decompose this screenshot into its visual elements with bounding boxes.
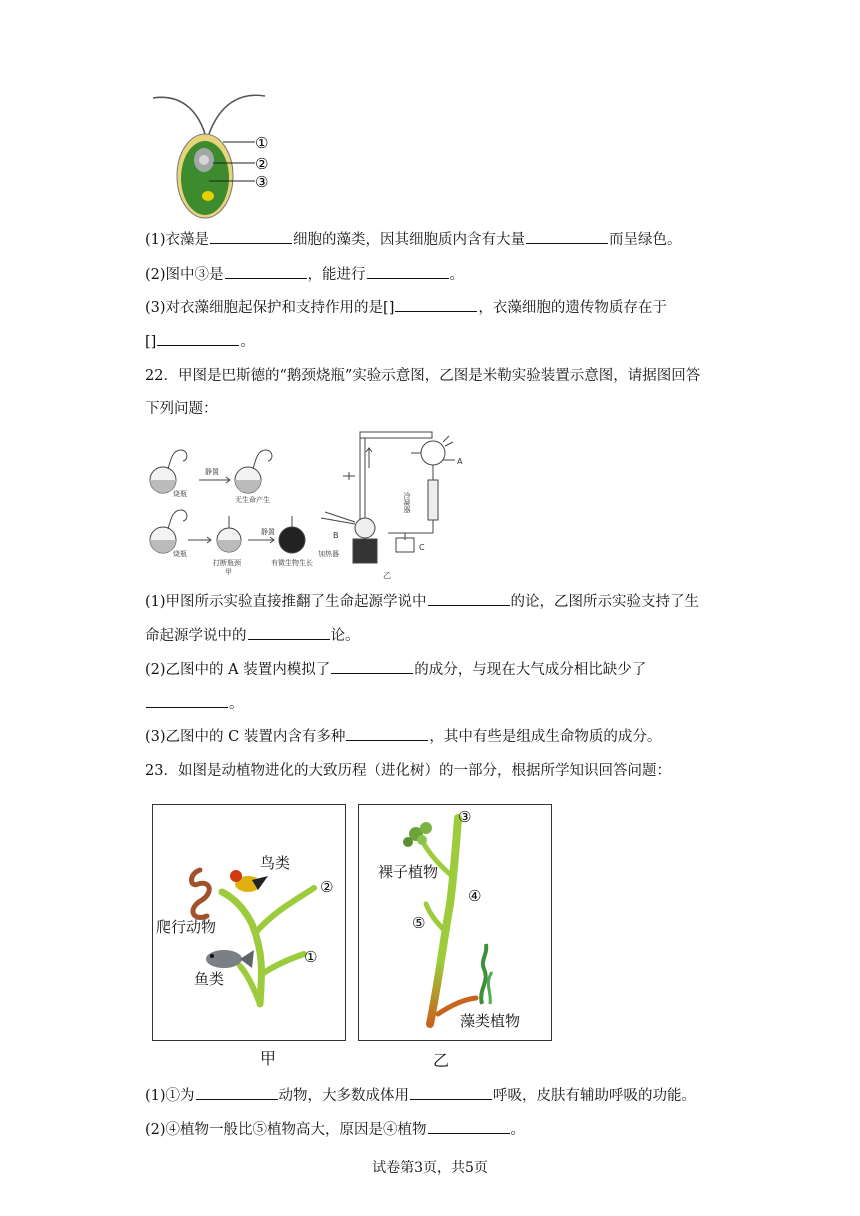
- answer-blank[interactable]: [526, 229, 608, 244]
- svg-text:④: ④: [468, 887, 482, 905]
- answer-blank[interactable]: [248, 625, 330, 640]
- svg-text:无生命产生: 无生命产生: [235, 496, 270, 504]
- svg-text:加热器: 加热器: [318, 550, 339, 558]
- svg-text:①: ①: [304, 948, 318, 966]
- svg-text:静置: 静置: [261, 528, 275, 536]
- svg-text:冷凝器: 冷凝器: [403, 492, 411, 513]
- q23-stem: 23．如图是动植物进化的大致历程（进化树）的一部分，根据所学知识回答问题：: [145, 763, 671, 779]
- svg-text:静置: 静置: [205, 468, 219, 476]
- q22-stem-2: 下列问题：: [145, 401, 218, 417]
- svg-text:烧瓶: 烧瓶: [173, 490, 187, 498]
- svg-text:②: ②: [320, 878, 334, 896]
- q22-line-5: (3)乙图中的 C 装置内含有多种 ，其中有些是组成生命物质的成分。: [145, 726, 661, 748]
- panel-label-yi: 乙: [433, 1051, 450, 1070]
- panel-label-jia: 甲: [260, 1049, 277, 1068]
- answer-blank[interactable]: [196, 1085, 278, 1100]
- svg-text:打断瓶颈: 打断瓶颈: [213, 559, 241, 567]
- plant-evolution-tree: [358, 804, 552, 1044]
- answer-blank[interactable]: [428, 1119, 510, 1134]
- answer-blank[interactable]: [225, 264, 307, 279]
- q23-line-1: (1)①为 动物，大多数成体用 呼吸，皮肤有辅助呼吸的功能。: [145, 1085, 696, 1107]
- svg-text:乙: 乙: [383, 571, 391, 580]
- svg-text:③: ③: [458, 808, 472, 826]
- svg-text:藻类植物: 藻类植物: [460, 1012, 521, 1030]
- answer-blank[interactable]: [395, 297, 477, 312]
- q21-line-1: (1)衣藻是 细胞的藻类，因其细胞质内含有大量 而呈绿色。: [145, 229, 682, 251]
- answer-blank[interactable]: [346, 726, 428, 741]
- answer-blank[interactable]: [410, 1085, 492, 1100]
- chlamydomonas-figure: [145, 84, 280, 219]
- q21-line-3: (3)对衣藻细胞起保护和支持作用的是[] ，衣藻细胞的遗传物质存在于: [145, 297, 667, 319]
- label-1: ①: [255, 134, 269, 152]
- svg-text:A: A: [457, 457, 463, 466]
- q22-stem-1: 22．甲图是巴斯德的“鹅颈烧瓶”实验示意图，乙图是米勒实验装置示意图，请据图回答: [145, 368, 701, 384]
- svg-text:爬行动物: 爬行动物: [156, 918, 217, 936]
- label-2: ②: [255, 155, 269, 173]
- svg-text:裸子植物: 裸子植物: [378, 863, 439, 881]
- q23-line-2: (2)④植物一般比⑤植物高大，原因是④植物 。: [145, 1119, 525, 1141]
- q22-line-4: 。: [145, 693, 244, 715]
- pasteur-miller-figure: [143, 428, 478, 583]
- page-footer: 试卷第3页，共5页: [372, 1160, 488, 1176]
- svg-text:鱼类: 鱼类: [194, 970, 225, 988]
- answer-blank[interactable]: [210, 229, 292, 244]
- q21-line-4: [] 。: [145, 331, 255, 353]
- animal-evolution-tree: [152, 804, 346, 1044]
- svg-text:有微生物生长: 有微生物生长: [271, 559, 313, 567]
- answer-blank[interactable]: [367, 264, 449, 279]
- svg-text:B: B: [333, 531, 339, 540]
- q22-line-1: (1)甲图所示实验直接推翻了生命起源学说中 的论，乙图所示实验支持了生: [145, 591, 699, 613]
- svg-text:烧瓶: 烧瓶: [173, 550, 187, 558]
- answer-blank[interactable]: [146, 693, 228, 708]
- answer-blank[interactable]: [428, 591, 510, 606]
- svg-text:甲: 甲: [225, 568, 232, 576]
- svg-text:⑤: ⑤: [412, 914, 426, 932]
- svg-text:鸟类: 鸟类: [260, 854, 291, 872]
- answer-blank[interactable]: [331, 659, 413, 674]
- q21-line-2: (2)图中③是 ，能进行 。: [145, 264, 464, 286]
- q22-line-3: (2)乙图中的 A 装置内模拟了 的成分，与现在大气成分相比缺少了: [145, 659, 646, 681]
- answer-blank[interactable]: [157, 331, 239, 346]
- q22-line-2: 命起源学说中的 论。: [145, 625, 360, 647]
- svg-text:C: C: [419, 543, 425, 552]
- label-3: ③: [255, 173, 269, 191]
